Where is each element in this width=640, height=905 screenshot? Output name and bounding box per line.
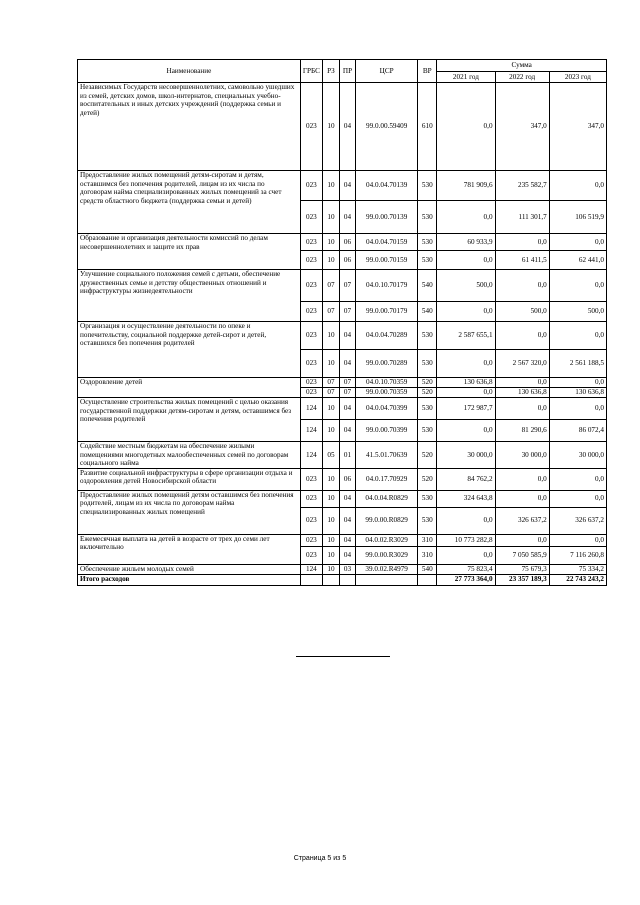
cell-y2022: 0,0 <box>495 322 549 350</box>
cell-vr: 310 <box>418 534 437 546</box>
cell-rz: 10 <box>322 251 339 270</box>
cell-grbs: 124 <box>300 442 322 469</box>
cell-y2022: 81 290,6 <box>495 420 549 442</box>
cell-pr: 01 <box>339 442 355 469</box>
cell-csr: 99.0.00.70159 <box>356 251 418 270</box>
cell-pr: 07 <box>339 302 355 322</box>
cell-y2023: 0,0 <box>549 398 606 420</box>
cell-y2023: 106 519,9 <box>549 201 606 234</box>
table-row <box>78 534 607 546</box>
cell-y2022: 61 411,5 <box>495 251 549 270</box>
cell-csr: 39.0.02.R4979 <box>356 564 418 574</box>
cell-pr: 07 <box>339 270 355 302</box>
header-rz: РЗ <box>322 60 339 83</box>
cell-vr: 530 <box>418 322 437 350</box>
cell-pr: 06 <box>339 251 355 270</box>
cell-y2021: 0,0 <box>437 507 495 534</box>
cell-vr: 540 <box>418 564 437 574</box>
cell-y2023: 0,0 <box>549 171 606 201</box>
cell-y2022: 0,0 <box>495 534 549 546</box>
table-row <box>78 378 607 388</box>
cell-csr: 04.0.02.R3029 <box>356 534 418 546</box>
cell-y2022: 235 582,7 <box>495 171 549 201</box>
cell-y2021: 781 909,6 <box>437 171 495 201</box>
cell-y2023: 130 636,8 <box>549 388 606 398</box>
cell-rz: 10 <box>322 564 339 574</box>
cell-y2021: 130 636,8 <box>437 378 495 388</box>
cell-grbs: 124 <box>300 420 322 442</box>
cell-vr: 530 <box>418 251 437 270</box>
cell-vr: 530 <box>418 201 437 234</box>
cell-y2022: 0,0 <box>495 398 549 420</box>
divider-line <box>296 656 390 657</box>
cell-rz: 10 <box>322 350 339 378</box>
cell-vr: 310 <box>418 546 437 564</box>
cell-y2022: 7 050 585,9 <box>495 546 549 564</box>
cell-y2022: 75 679,3 <box>495 564 549 574</box>
cell-rz: 10 <box>322 420 339 442</box>
cell-vr: 540 <box>418 302 437 322</box>
cell-y2022: 0,0 <box>495 234 549 251</box>
cell-grbs: 023 <box>300 322 322 350</box>
cell-grbs: 124 <box>300 398 322 420</box>
cell-csr: 99.0.00.70179 <box>356 302 418 322</box>
table-row <box>78 171 607 201</box>
cell-pr: 06 <box>339 468 355 490</box>
cell-y2023: 2 561 188,5 <box>549 350 606 378</box>
cell-pr: 04 <box>339 350 355 378</box>
header-pr: ПР <box>339 60 355 83</box>
cell-vr: 530 <box>418 507 437 534</box>
table-body <box>78 83 607 586</box>
cell-rz: 10 <box>322 534 339 546</box>
cell-y2021: 0,0 <box>437 251 495 270</box>
cell-vr: 540 <box>418 270 437 302</box>
cell-y2023: 0,0 <box>549 322 606 350</box>
cell-vr: 530 <box>418 398 437 420</box>
cell-y2022: 347,0 <box>495 83 549 171</box>
cell-y2021: 75 823,4 <box>437 564 495 574</box>
cell-y2022: 111 301,7 <box>495 201 549 234</box>
cell-csr: 99.0.00.70399 <box>356 420 418 442</box>
cell-vr: 530 <box>418 490 437 507</box>
cell-pr: 04 <box>339 507 355 534</box>
cell-y2021: 0,0 <box>437 420 495 442</box>
cell-y2023: 0,0 <box>549 378 606 388</box>
cell-y2021: 0,0 <box>437 83 495 171</box>
cell-y2021: 84 762,2 <box>437 468 495 490</box>
header-sum: Сумма <box>437 60 607 72</box>
budget-table <box>77 59 607 586</box>
cell-rz: 10 <box>322 546 339 564</box>
cell-y2021: 0,0 <box>437 201 495 234</box>
cell-grbs: 023 <box>300 388 322 398</box>
cell-csr: 99.0.00.R0829 <box>356 507 418 534</box>
cell-csr: 99.0.00.70139 <box>356 201 418 234</box>
total-y2021: 27 773 364,0 <box>437 574 495 585</box>
cell-y2022: 326 637,2 <box>495 507 549 534</box>
total-y2023: 22 743 243,2 <box>549 574 606 585</box>
cell-grbs: 023 <box>300 201 322 234</box>
cell-rz: 10 <box>322 507 339 534</box>
total-empty-cell <box>418 574 437 585</box>
cell-y2023: 500,0 <box>549 302 606 322</box>
cell-name: Предоставление жилых помещений детям-сиротам и детям, оставшимся без попечения родителей, лицам из их числа по договорам найма специализированных жилых помещений за счет средств областного бюджета (поддержка семьи и детей) <box>78 171 301 234</box>
cell-rz: 07 <box>322 270 339 302</box>
cell-pr: 06 <box>339 234 355 251</box>
cell-rz: 10 <box>322 322 339 350</box>
cell-vr: 530 <box>418 234 437 251</box>
cell-grbs: 023 <box>300 171 322 201</box>
cell-y2023: 326 637,2 <box>549 507 606 534</box>
cell-rz: 10 <box>322 398 339 420</box>
cell-grbs: 023 <box>300 350 322 378</box>
cell-vr: 520 <box>418 442 437 469</box>
cell-y2021: 0,0 <box>437 302 495 322</box>
cell-y2022: 0,0 <box>495 490 549 507</box>
cell-name: Улучшение социального положения семей с детьми, обеспечение дружественных семье и детству общественных отношений и инфраструктуры жизнедеятельности <box>78 270 301 322</box>
cell-y2021: 10 773 282,8 <box>437 534 495 546</box>
cell-grbs: 023 <box>300 490 322 507</box>
cell-csr: 04.0.04.70289 <box>356 322 418 350</box>
cell-y2021: 0,0 <box>437 546 495 564</box>
cell-y2023: 0,0 <box>549 234 606 251</box>
cell-y2021: 60 933,9 <box>437 234 495 251</box>
cell-pr: 04 <box>339 322 355 350</box>
cell-grbs: 023 <box>300 468 322 490</box>
cell-grbs: 023 <box>300 234 322 251</box>
cell-y2023: 0,0 <box>549 534 606 546</box>
total-name: Итого расходов <box>78 574 301 585</box>
cell-rz: 10 <box>322 490 339 507</box>
cell-y2022: 0,0 <box>495 468 549 490</box>
cell-csr: 04.0.04.70399 <box>356 398 418 420</box>
cell-name: Ежемесячная выплата на детей в возрасте от трех до семи лет включительно <box>78 534 301 564</box>
table-row <box>78 322 607 350</box>
cell-csr: 99.0.00.70359 <box>356 388 418 398</box>
cell-vr: 530 <box>418 350 437 378</box>
cell-grbs: 023 <box>300 302 322 322</box>
cell-rz: 10 <box>322 83 339 171</box>
cell-grbs: 023 <box>300 546 322 564</box>
cell-pr: 03 <box>339 564 355 574</box>
cell-pr: 04 <box>339 171 355 201</box>
table-row <box>78 270 607 302</box>
cell-grbs: 023 <box>300 270 322 302</box>
cell-pr: 04 <box>339 83 355 171</box>
cell-y2022: 30 000,0 <box>495 442 549 469</box>
cell-grbs: 023 <box>300 534 322 546</box>
cell-y2023: 30 000,0 <box>549 442 606 469</box>
table-row <box>78 490 607 507</box>
cell-csr: 04.0.04.R0829 <box>356 490 418 507</box>
cell-y2022: 500,0 <box>495 302 549 322</box>
cell-csr: 41.5.01.70639 <box>356 442 418 469</box>
cell-y2021: 0,0 <box>437 350 495 378</box>
cell-pr: 04 <box>339 534 355 546</box>
page-footer: Страница 5 из 5 <box>293 855 347 862</box>
cell-y2021: 324 643,8 <box>437 490 495 507</box>
cell-pr: 04 <box>339 398 355 420</box>
cell-y2023: 0,0 <box>549 270 606 302</box>
total-row <box>78 574 607 585</box>
cell-rz: 07 <box>322 388 339 398</box>
cell-csr: 99.0.00.59409 <box>356 83 418 171</box>
total-empty-cell <box>322 574 339 585</box>
header-grbs: ГРБС <box>300 60 322 83</box>
header-2021: 2021 год <box>437 72 495 83</box>
cell-y2023: 86 072,4 <box>549 420 606 442</box>
cell-vr: 530 <box>418 171 437 201</box>
cell-name: Предоставление жилых помещений детям оставшимся без попечения родителей, лицам из их числа по договорам найма специализированных жилых помещений <box>78 490 301 534</box>
cell-grbs: 023 <box>300 251 322 270</box>
cell-y2023: 75 334,2 <box>549 564 606 574</box>
cell-pr: 07 <box>339 378 355 388</box>
cell-pr: 07 <box>339 388 355 398</box>
cell-grbs: 124 <box>300 564 322 574</box>
header-csr: ЦСР <box>356 60 418 83</box>
total-empty-cell <box>300 574 322 585</box>
cell-y2022: 130 636,8 <box>495 388 549 398</box>
cell-y2023: 7 116 260,8 <box>549 546 606 564</box>
cell-y2021: 500,0 <box>437 270 495 302</box>
cell-name: Развитие социальной инфраструктуры в сфере организации отдыха и оздоровления детей Новосибирской области <box>78 468 301 490</box>
cell-y2022: 0,0 <box>495 270 549 302</box>
cell-name: Содействие местным бюджетам на обеспечение жилыми помещениями многодетных малообеспеченных семей по договорам социального найма <box>78 442 301 469</box>
cell-y2022: 2 567 320,0 <box>495 350 549 378</box>
table-row <box>78 442 607 469</box>
cell-name: Организация и осуществление деятельности по опеке и попечительству, социальной поддержке детей-сирот и детей, оставшихся без попечения родителей <box>78 322 301 378</box>
cell-name: Осуществление строительства жилых помещений с целью оказания государственной поддержки детям-сиротам и детям, оставшимся без попечения родителей <box>78 398 301 442</box>
cell-y2023: 0,0 <box>549 468 606 490</box>
total-y2022: 23 357 189,3 <box>495 574 549 585</box>
cell-y2021: 2 587 655,1 <box>437 322 495 350</box>
cell-csr: 04.0.04.70159 <box>356 234 418 251</box>
cell-vr: 610 <box>418 83 437 171</box>
cell-pr: 04 <box>339 490 355 507</box>
cell-csr: 04.0.04.70139 <box>356 171 418 201</box>
table-row <box>78 398 607 420</box>
cell-csr: 99.0.00.70289 <box>356 350 418 378</box>
cell-y2021: 30 000,0 <box>437 442 495 469</box>
cell-name: Оздоровление детей <box>78 378 301 398</box>
cell-rz: 10 <box>322 468 339 490</box>
table-row <box>78 234 607 251</box>
cell-y2021: 172 987,7 <box>437 398 495 420</box>
cell-rz: 05 <box>322 442 339 469</box>
cell-rz: 10 <box>322 201 339 234</box>
cell-name: Образование и организация деятельности комиссий по делам несовершеннолетних и защите их прав <box>78 234 301 270</box>
cell-pr: 04 <box>339 201 355 234</box>
table-row <box>78 83 607 171</box>
header-vr: ВР <box>418 60 437 83</box>
cell-pr: 04 <box>339 420 355 442</box>
cell-vr: 520 <box>418 388 437 398</box>
cell-vr: 520 <box>418 378 437 388</box>
cell-csr: 04.0.17.70929 <box>356 468 418 490</box>
cell-y2023: 347,0 <box>549 83 606 171</box>
cell-y2021: 0,0 <box>437 388 495 398</box>
cell-y2023: 62 441,0 <box>549 251 606 270</box>
cell-vr: 520 <box>418 468 437 490</box>
cell-csr: 99.0.00.R3029 <box>356 546 418 564</box>
cell-grbs: 023 <box>300 83 322 171</box>
cell-grbs: 023 <box>300 378 322 388</box>
header-2022: 2022 год <box>495 72 549 83</box>
total-empty-cell <box>356 574 418 585</box>
table-row <box>78 468 607 490</box>
cell-pr: 04 <box>339 546 355 564</box>
cell-grbs: 023 <box>300 507 322 534</box>
total-empty-cell <box>339 574 355 585</box>
cell-name: Независимых Государств несовершеннолетних, самовольно ушедших из семей, детских домов, школ-интернатов, специальных учебно-воспитательных и иных детских учреждений (поддержка семьи и детей) <box>78 83 301 171</box>
cell-rz: 10 <box>322 234 339 251</box>
header-name: Наименование <box>78 60 301 83</box>
cell-csr: 04.0.10.70179 <box>356 270 418 302</box>
cell-y2023: 0,0 <box>549 490 606 507</box>
cell-y2022: 0,0 <box>495 378 549 388</box>
cell-rz: 10 <box>322 171 339 201</box>
cell-csr: 04.0.10.70359 <box>356 378 418 388</box>
cell-name: Обеспечение жильем молодых семей <box>78 564 301 574</box>
header-2023: 2023 год <box>549 72 606 83</box>
cell-vr: 530 <box>418 420 437 442</box>
table-row <box>78 564 607 574</box>
cell-rz: 07 <box>322 302 339 322</box>
cell-rz: 07 <box>322 378 339 388</box>
